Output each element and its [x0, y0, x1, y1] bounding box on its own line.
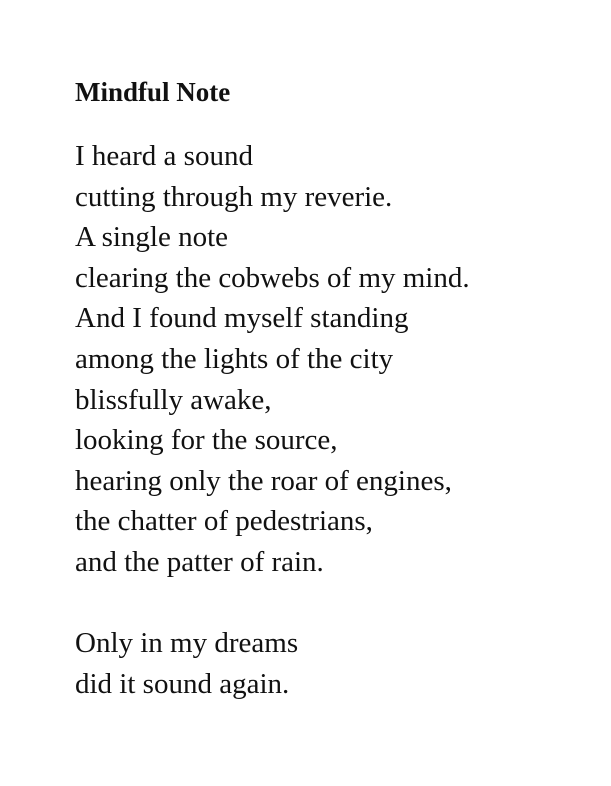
poem-line: the chatter of pedestrians, — [75, 505, 373, 538]
poem-line: Only in my dreams — [75, 627, 299, 659]
stanza-2 — [75, 623, 298, 704]
poem-line: clearing the cobwebs of my mind. — [75, 261, 470, 294]
poem-line: I heard a sound — [75, 140, 253, 172]
poem-title: Mindful Note — [75, 77, 231, 107]
stanza-1 — [75, 136, 470, 583]
poem-line: A single note — [75, 221, 229, 254]
poem-line: did it sound again. — [75, 667, 290, 700]
poem-line: cutting through my reverie. — [75, 180, 393, 213]
poem-line: looking for the source, — [75, 424, 338, 457]
poem-line: among the lights of the city — [75, 342, 394, 375]
poem-line: And I found myself standing — [75, 302, 409, 335]
poem-line: blissfully awake, — [75, 383, 272, 416]
poem-line: hearing only the roar of engines, — [75, 464, 452, 497]
poem-line: and the patter of rain. — [75, 545, 324, 578]
